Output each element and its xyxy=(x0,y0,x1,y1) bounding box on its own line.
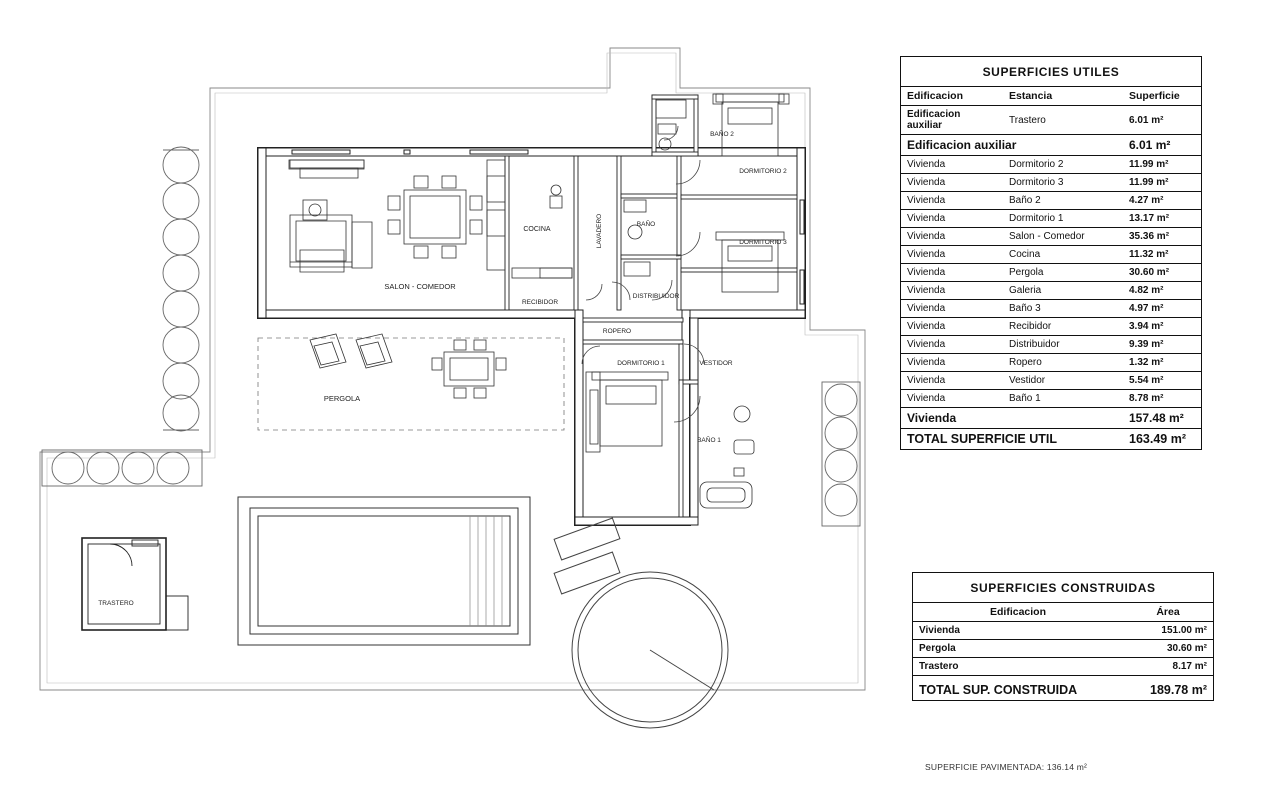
label-bano-1: BAÑO 1 xyxy=(697,437,721,444)
subtotal-value-auxiliar: 6.01 m² xyxy=(1123,135,1201,156)
construidas-header-area: Área xyxy=(1123,603,1213,622)
cell-estancia: Dormitorio 2 xyxy=(1003,156,1123,174)
table-row xyxy=(901,174,1201,192)
cell-estancia: Pergola xyxy=(1003,264,1123,282)
cell-superficie: 6.01 m² xyxy=(1123,106,1201,135)
total-label-utiles: TOTAL SUPERFICIE UTIL xyxy=(907,432,1058,446)
cell-edificacion: Vivienda xyxy=(901,228,1003,246)
subtotal-value-vivienda: 157.48 m² xyxy=(1123,408,1201,429)
cell-edificacion: Vivienda xyxy=(901,174,1003,192)
cell-edificacion: Vivienda xyxy=(901,390,1003,408)
cell-superficie: 13.17 m² xyxy=(1123,210,1201,228)
table-row xyxy=(901,354,1201,372)
cell-name: Trastero xyxy=(913,658,1123,676)
label-dormitorio-1: DORMITORIO 1 xyxy=(617,360,665,367)
cell-superficie: 4.97 m² xyxy=(1123,300,1201,318)
table-row xyxy=(913,640,1213,658)
cell-superficie: 11.99 m² xyxy=(1123,156,1201,174)
cell-estancia: Dormitorio 3 xyxy=(1003,174,1123,192)
table-row xyxy=(901,264,1201,282)
table-row xyxy=(901,390,1201,408)
construidas-title: SUPERFICIES CONSTRUIDAS xyxy=(913,573,1213,603)
cell-edificacion: Vivienda xyxy=(901,282,1003,300)
label-cocina: COCINA xyxy=(523,226,551,233)
label-salon-comedor: SALON - COMEDOR xyxy=(384,282,456,291)
cell-estancia: Galeria xyxy=(1003,282,1123,300)
subtotal-label-vivienda: Vivienda xyxy=(901,408,1123,429)
cell-edificacion: Vivienda xyxy=(901,246,1003,264)
total-value-utiles: 163.49 m² xyxy=(1129,432,1186,446)
cell-superficie: 35.36 m² xyxy=(1123,228,1201,246)
table-row xyxy=(913,622,1213,640)
cell-estancia: Trastero xyxy=(1003,106,1123,135)
cell-superficie: 11.99 m² xyxy=(1123,174,1201,192)
label-bano: BAÑO xyxy=(636,221,656,228)
table-row xyxy=(901,318,1201,336)
cell-edificacion: Vivienda xyxy=(901,210,1003,228)
table-row xyxy=(913,658,1213,676)
cell-estancia: Distribuidor xyxy=(1003,336,1123,354)
table-row xyxy=(901,228,1201,246)
cell-estancia: Baño 1 xyxy=(1003,390,1123,408)
total-row-construidas xyxy=(913,676,1213,701)
label-dormitorio-2: DORMITORIO 2 xyxy=(739,168,787,175)
cell-edificacion: Vivienda xyxy=(901,318,1003,336)
table-row xyxy=(901,156,1201,174)
utiles-header-edificacion: Edificacion xyxy=(901,87,1003,106)
subtotal-row-auxiliar xyxy=(901,135,1201,156)
cell-area: 151.00 m² xyxy=(1123,622,1213,640)
table-row xyxy=(901,300,1201,318)
construidas-header-edificacion: Edificacion xyxy=(913,603,1123,622)
label-recibidor: RECIBIDOR xyxy=(521,299,559,306)
table-row xyxy=(901,192,1201,210)
cell-estancia: Baño 3 xyxy=(1003,300,1123,318)
cell-superficie: 30.60 m² xyxy=(1123,264,1201,282)
label-pergola: PERGOLA xyxy=(323,394,361,403)
label-trastero: TRASTERO xyxy=(98,600,134,607)
cell-superficie: 5.54 m² xyxy=(1123,372,1201,390)
label-lavadero: LAVADERO xyxy=(596,213,603,249)
cell-edificacion: Vivienda xyxy=(901,300,1003,318)
cell-edificacion: Vivienda xyxy=(901,156,1003,174)
table-row xyxy=(901,372,1201,390)
table-row xyxy=(901,282,1201,300)
table-row xyxy=(901,106,1201,135)
cell-edificacion: Vivienda xyxy=(901,336,1003,354)
cell-estancia: Cocina xyxy=(1003,246,1123,264)
cell-superficie: 3.94 m² xyxy=(1123,318,1201,336)
cell-superficie: 8.78 m² xyxy=(1123,390,1201,408)
total-label-construidas: TOTAL SUP. CONSTRUIDA xyxy=(919,683,1078,697)
cell-superficie: 11.32 m² xyxy=(1123,246,1201,264)
table-row xyxy=(901,210,1201,228)
cell-edificacion: Vivienda xyxy=(901,192,1003,210)
label-distribuidor: DISTRIBUIDOR xyxy=(632,293,680,300)
subtotal-row-vivienda xyxy=(901,408,1201,429)
cell-estancia: Baño 2 xyxy=(1003,192,1123,210)
cell-edificacion: Edificacion auxiliar xyxy=(901,106,1003,135)
superficies-construidas-table xyxy=(912,572,1214,701)
cell-estancia: Salon - Comedor xyxy=(1003,228,1123,246)
label-vestidor: VESTIDOR xyxy=(699,360,733,367)
cell-superficie: 4.82 m² xyxy=(1123,282,1201,300)
total-row-utiles xyxy=(901,429,1201,450)
plan-room-labels xyxy=(98,129,787,607)
utiles-header-estancia: Estancia xyxy=(1003,87,1123,106)
cell-name: Pergola xyxy=(913,640,1123,658)
table-row xyxy=(901,336,1201,354)
subtotal-label-auxiliar: Edificacion auxiliar xyxy=(901,135,1123,156)
cell-superficie: 9.39 m² xyxy=(1123,336,1201,354)
label-ropero: ROPERO xyxy=(602,328,632,335)
cell-estancia: Dormitorio 1 xyxy=(1003,210,1123,228)
cell-edificacion: Vivienda xyxy=(901,354,1003,372)
superficie-pavimentada-note: SUPERFICIE PAVIMENTADA: 136.14 m² xyxy=(925,762,1087,772)
label-bano-2: BAÑO 2 xyxy=(710,131,734,138)
cell-edificacion: Vivienda xyxy=(901,264,1003,282)
table-row xyxy=(901,246,1201,264)
cell-superficie: 1.32 m² xyxy=(1123,354,1201,372)
cell-estancia: Vestidor xyxy=(1003,372,1123,390)
total-value-construidas: 189.78 m² xyxy=(1150,683,1207,697)
cell-superficie: 4.27 m² xyxy=(1123,192,1201,210)
cell-name: Vivienda xyxy=(913,622,1123,640)
label-dormitorio-3: DORMITORIO 3 xyxy=(739,239,787,246)
utiles-title: SUPERFICIES UTILES xyxy=(901,57,1201,87)
cell-edificacion: Vivienda xyxy=(901,372,1003,390)
utiles-header-superficie: Superficie xyxy=(1123,87,1201,106)
superficies-utiles-table xyxy=(900,56,1202,450)
cell-area: 8.17 m² xyxy=(1123,658,1213,676)
cell-estancia: Ropero xyxy=(1003,354,1123,372)
cell-area: 30.60 m² xyxy=(1123,640,1213,658)
cell-estancia: Recibidor xyxy=(1003,318,1123,336)
